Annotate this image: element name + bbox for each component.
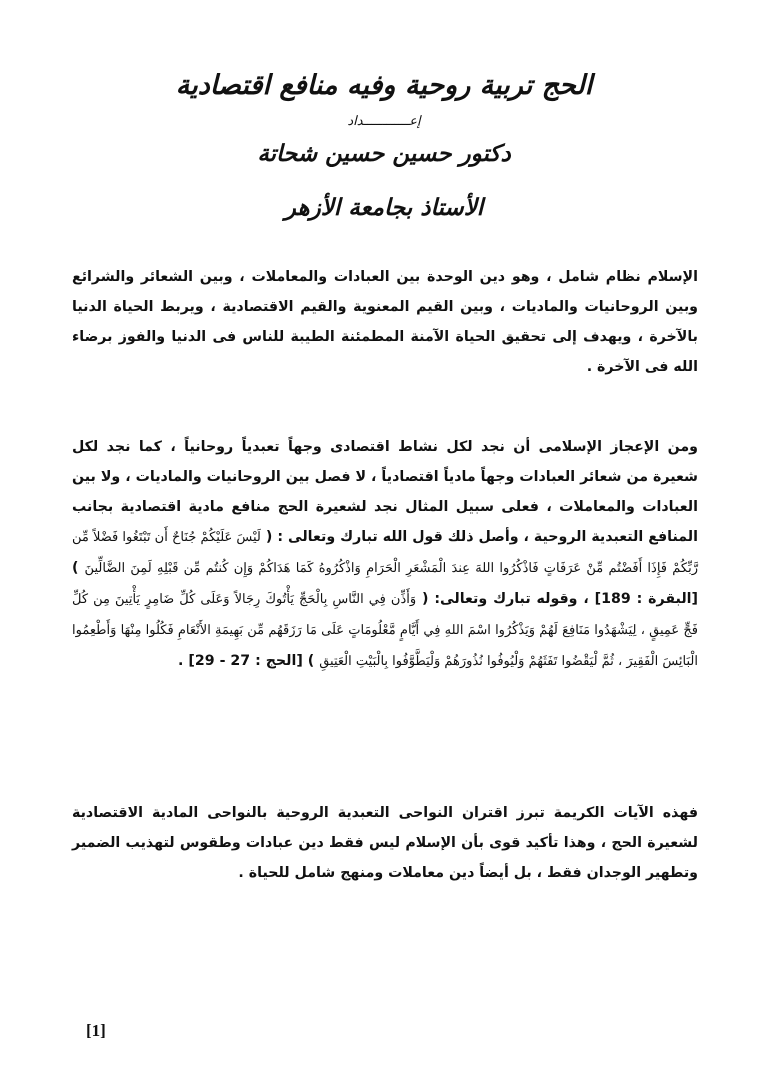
paragraph-2 [72, 432, 698, 677]
author-name: دكتور حسين حسين شحاتة [257, 140, 511, 167]
verse-reference-hajj: ) [الحج : 27 - 29] . [178, 653, 315, 669]
paragraph-2-intro: ومن الإعجاز الإسلامى أن نجد لكل نشاط اقتصادى وجهاً تعبدياً روحانياً ، كما نجد لكل شعيرة من شعائر العبادات وجهاً مادياً اقتصادياً ، لا فصل بين الروحانيات والماديات ، ولا بين العبادات والمعاملات ، فعلى سبيل المثال نجد لشعيرة الحج منافع مادية اقتصادية بجانب المنافع التعبدية الروحية ، وأصل ذلك قول الله تبارك وتعالى : ( [72, 439, 698, 545]
document-title: الحج تربية روحية وفيه منافع اقتصادية [175, 70, 593, 101]
paragraph-3: فهذه الآيات الكريمة تبرز اقتران النواحى التعبدية الروحية بالنواحى المادية الاقتصادية لشعيرة الحج ، وهذا تأكيد قوى بأن الإسلام ليس فقط دين عبادات وطقوس لتهذيب الضمير وتطهير الوجدان فقط ، بل أيضاً دين معاملات ومنهج شامل للحياة . [72, 805, 698, 881]
paragraph-1: الإسلام نظام شامل ، وهو دين الوحدة بين العبادات والمعاملات ، وبين الشعائر والشرائع وبين الروحانيات والماديات ، وبين القيم المعنوية والقيم الاقتصادية ، ويربط الحياة الدنيا بالآخرة ، ويهدف إلى تحقيق الحياة الآمنة المطمئنة الطيبة للناس فى الدنيا والفوز برضاء الله فى الآخرة . [72, 269, 698, 375]
verse-reference-baqara: ) [البقرة : 189] ، وقوله تبارك وتعالى: ( [72, 560, 698, 607]
page-number: [1] [86, 1021, 106, 1040]
quran-verse-baqara: لَيْسَ عَلَيْكُمْ جُنَاحٌ أَن تَبْتَغُوا فَضْلاً مِّن رَّبِّكُمْ فَإِذَا أَفَضْتُم مِّنْ عَرَفَاتٍ فَاذْكُرُوا اللهَ عِندَ الْمَشْعَرِ الْحَرَامِ وَاذْكُرُوهُ كَمَا هَدَاكُمْ وَإِن كُنتُم مِّن قَبْلِهِ لَمِنَ الضَّالِّينَ [72, 530, 698, 576]
quran-verse-hajj: وَأَذِّن فِي النَّاسِ بِالْحَجِّ يَأْتُوكَ رِجَالاً وَعَلَى كُلِّ ضَامِرٍ يَأْتِينَ مِن كُلِّ فَجٍّ عَمِيقٍ ، لِيَشْهَدُوا مَنَافِعَ لَهُمْ وَيَذْكُرُوا اسْمَ اللهِ فِي أَيَّامٍ مَّعْلُومَاتٍ عَلَى مَا رَزَقَهُم مِّن بَهِيمَةِ الأَنْعَامِ فَكُلُوا مِنْهَا وَأَطْعِمُوا الْبَائِسَ الْفَقِيرَ ، ثُمَّ لْيَقْضُوا تَفَثَهُمْ وَلْيُوفُوا نُذُورَهُمْ وَلْيَطَّوَّفُوا بِالْبَيْتِ الْعَتِيقِ [72, 592, 698, 669]
prepared-by-label: إعــــــــــــداد [347, 114, 421, 129]
author-affiliation: الأستاذ بجامعة الأزهر [284, 194, 484, 221]
